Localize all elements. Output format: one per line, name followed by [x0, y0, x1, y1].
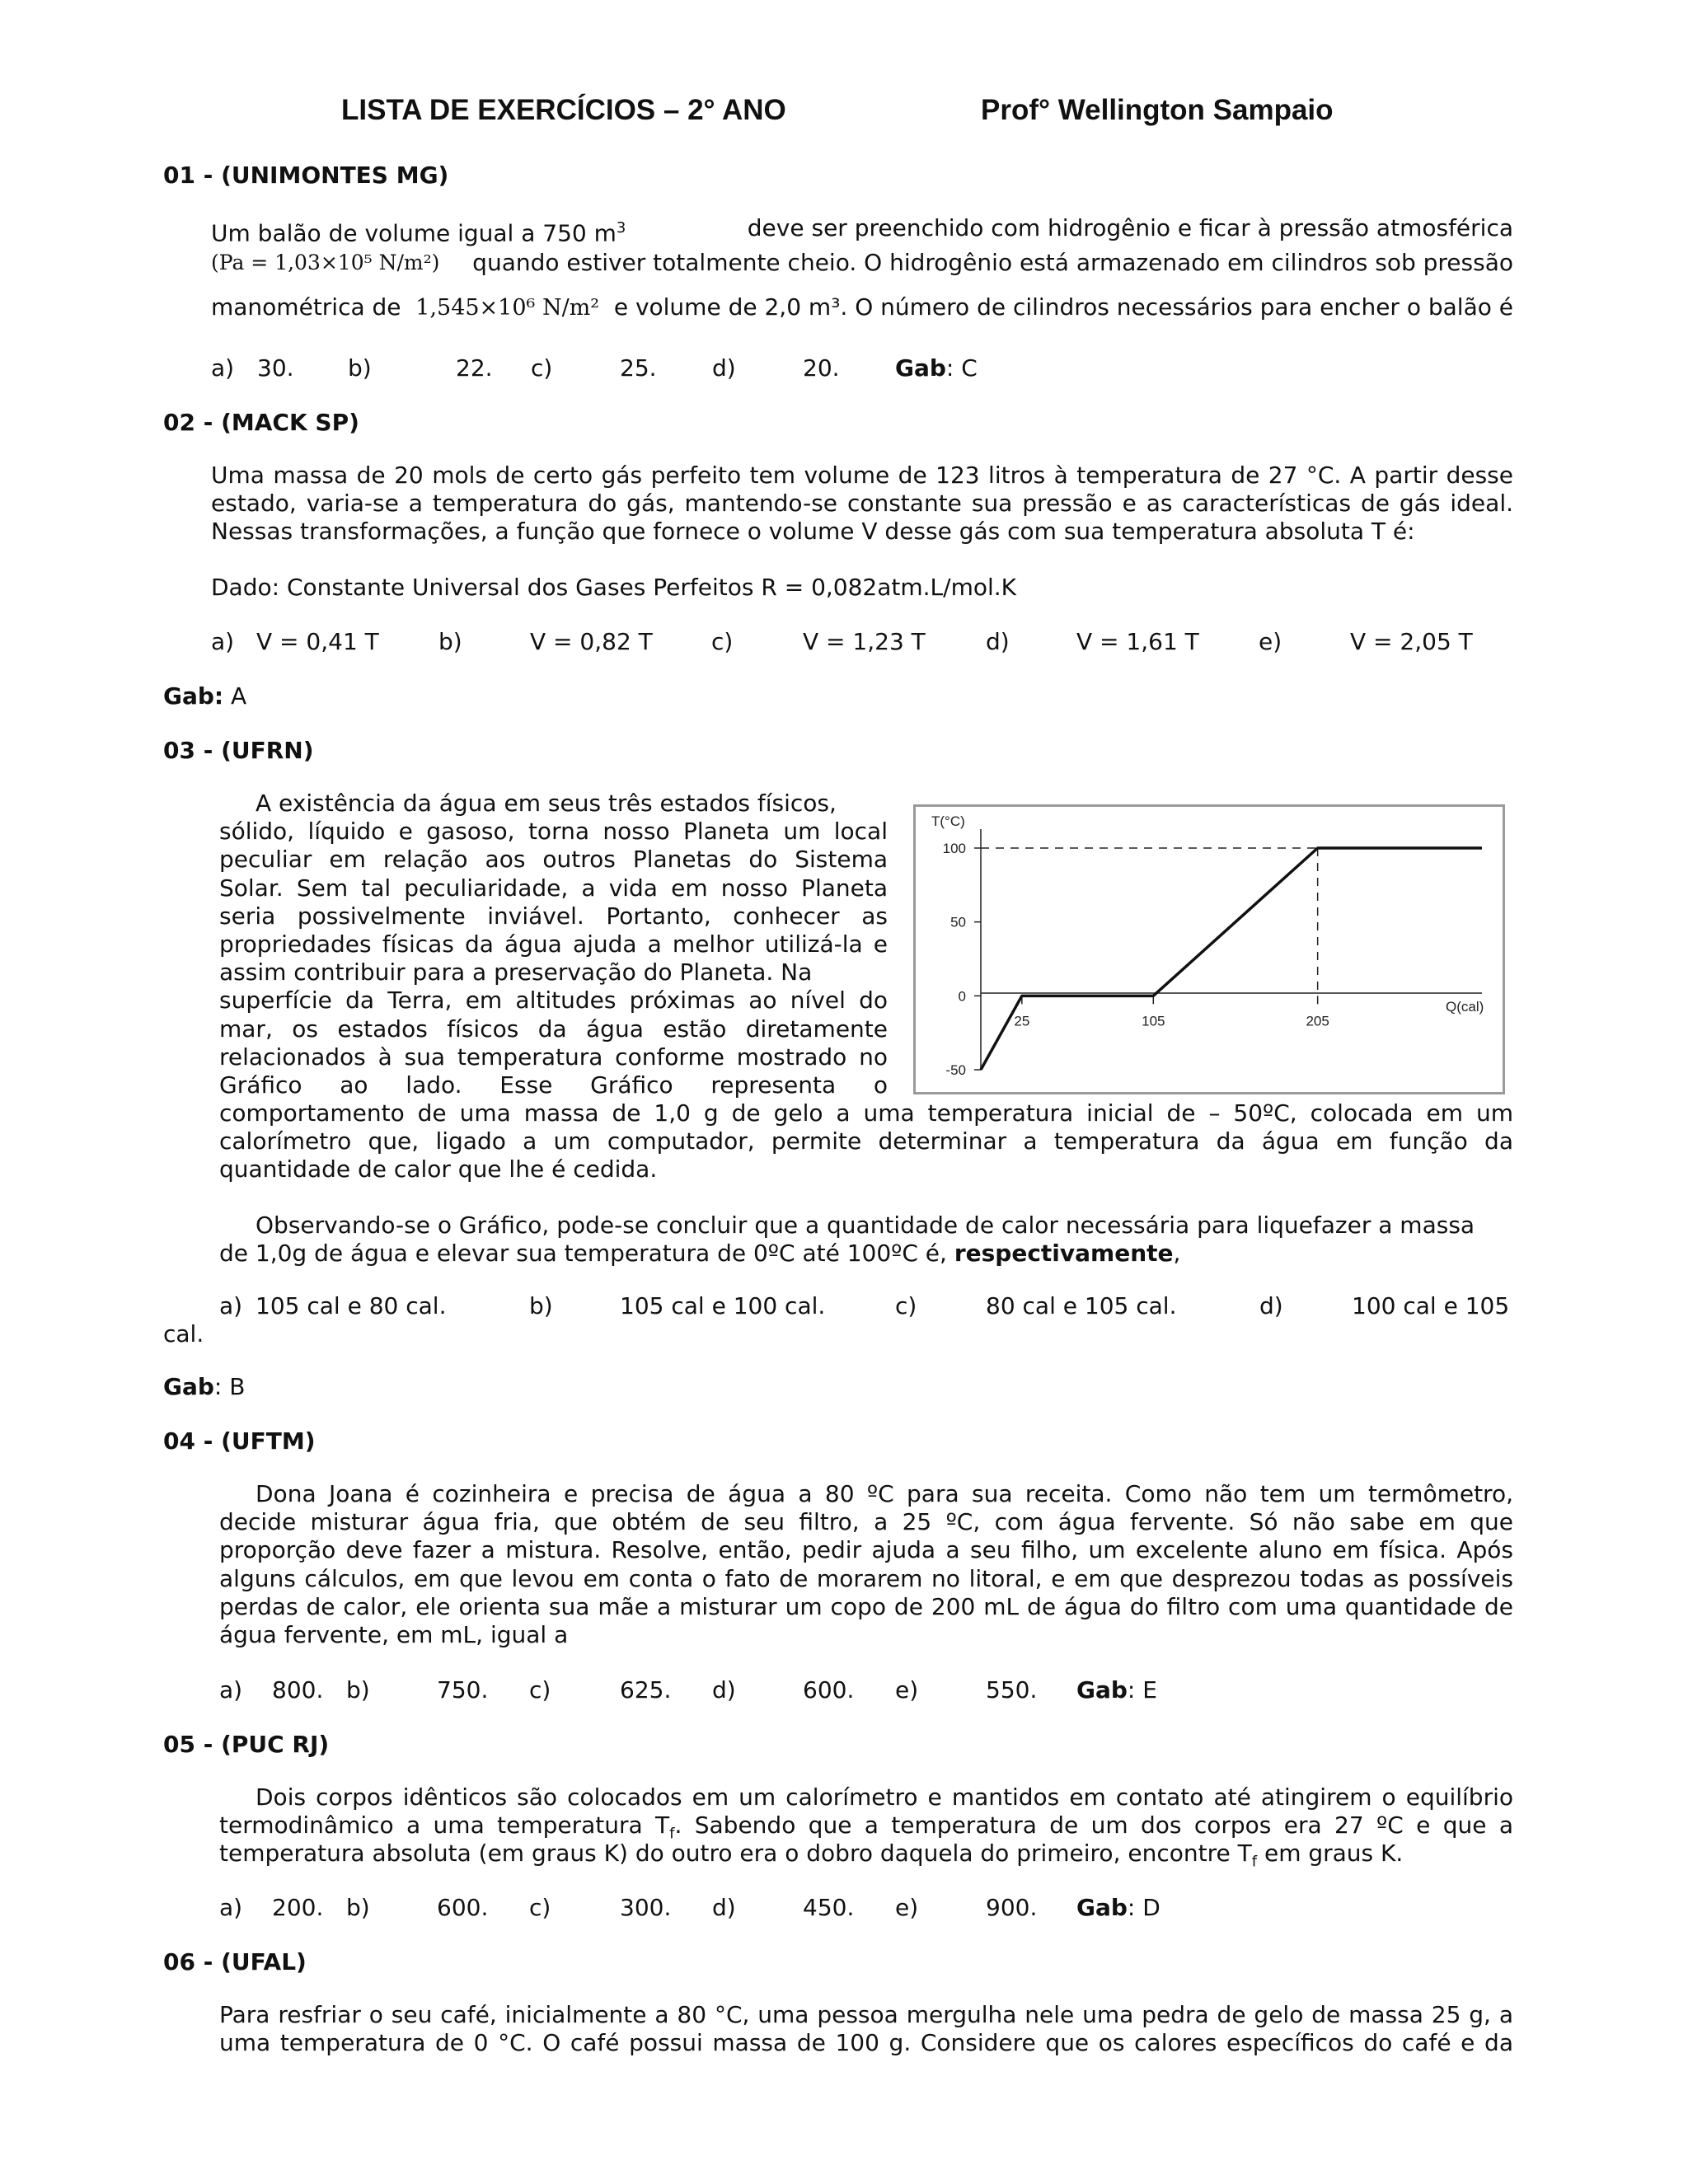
option-value: 200.: [272, 1894, 324, 1921]
q6-line: Para resfriar o seu café, inicialmente a 80 °C, uma pessoa mergulha nele uma pedra de gelo de massa 25 g, a: [219, 2001, 1513, 2028]
q3-line: calorímetro que, ligado a um computador, permite determinar a temperatura da água em função da: [219, 1127, 1513, 1155]
q3-text: ,: [1173, 1240, 1181, 1268]
option-label: d): [712, 354, 736, 382]
q3-line: relacionados à sua temperatura conforme mostrado no: [219, 1043, 888, 1071]
option-value: 22.: [456, 354, 493, 382]
question-4-statement: [219, 1480, 1513, 1649]
option-value: V = 1,61 T: [1076, 628, 1199, 655]
answer-key: [895, 354, 978, 382]
question-5-heading: 05 - (PUC RJ): [163, 1731, 330, 1758]
question-2-heading: 02 - (MACK SP): [163, 409, 359, 436]
option-value: 800.: [272, 1676, 324, 1704]
option-label: d): [712, 1894, 736, 1921]
question-2-statement: [211, 462, 1513, 546]
q3-text: de 1,0g de água e elevar sua temperatura de 0ºC até 100ºC é,: [219, 1240, 947, 1268]
option-value: V = 1,23 T: [803, 628, 926, 655]
option-label: a): [211, 354, 235, 382]
option-value-continuation: cal.: [163, 1320, 204, 1347]
question-4-heading: 04 - (UFTM): [163, 1427, 316, 1455]
option-value: 300.: [620, 1894, 672, 1921]
question-1-heading: 01 - (UNIMONTES MG): [163, 162, 449, 189]
question-6-heading: 06 - (UFAL): [163, 1948, 307, 1975]
option-label: c): [711, 628, 734, 655]
q5-line: Dois corpos idênticos são colocados em um calorímetro e mantidos em contato até atingirem o equilíbrio: [256, 1783, 1513, 1811]
option-label: a): [219, 1676, 243, 1704]
answer-key-label: Gab: [895, 354, 946, 382]
q1-pressure-formula: (Pa = 1,03×10⁵ N/m²): [211, 251, 440, 274]
q3-line: Gráfico ao lado. Esse Gráfico representa o: [219, 1071, 888, 1099]
y-tick-label: 0: [958, 988, 966, 1005]
y-tick-label: -50: [945, 1062, 966, 1078]
q5-text: . Sabendo que a temperatura de um dos corpos era 27 ºC e que a: [674, 1811, 1513, 1840]
q5-text: temperatura absoluta (em graus K) do outro era o dobro daquela do primeiro, encontre T: [219, 1840, 1252, 1868]
option-value: 20.: [803, 354, 840, 382]
q4-line: decide misturar água fria, que obtém de seu filtro, a 25 ºC, com água fervente. Só não sabe em que: [219, 1508, 1513, 1536]
q2-line: estado, varia-se a temperatura do gás, mantendo-se constante sua pressão e as características de gás ideal.: [211, 490, 1513, 518]
answer-key-label: Gab:: [163, 682, 224, 710]
q1-text: quando estiver totalmente cheio. O hidrogênio está armazenado em cilindros sob pressão: [472, 249, 1513, 276]
answer-key-label: Gab: [1076, 1894, 1128, 1921]
q3-line: comportamento de uma massa de 1,0 g de gelo a uma temperatura inicial de – 50ºC, colocada em um: [219, 1099, 1513, 1127]
q5-text: termodinâmico a uma temperatura T: [219, 1811, 670, 1840]
question-3-prompt: [219, 1212, 1513, 1268]
q2-line: Uma massa de 20 mols de certo gás perfeito tem volume de 123 litros à temperatura de 27 °C. A partir desse: [211, 462, 1513, 489]
option-label: b): [348, 354, 372, 382]
q3-line: superfície da Terra, em altitudes próximas ao nível do: [219, 987, 888, 1015]
answer-key-value: : E: [1127, 1676, 1157, 1704]
option-label: d): [1259, 1292, 1283, 1319]
answer-key-label: Gab: [1076, 1676, 1128, 1704]
document-title: LISTA DE EXERCÍCIOS – 2° ANO: [341, 94, 786, 126]
option-value: 25.: [620, 354, 657, 382]
question-1-line-2: [211, 249, 1513, 277]
q4-line: proporção deve fazer a mistura. Resolve, então, pedir ajuda a seu filho, um excelente aluno em física. Após: [219, 1536, 1513, 1564]
q4-line: Dona Joana é cozinheira e precisa de água a 80 ºC para sua receita. Como não tem um termômetro,: [256, 1480, 1513, 1507]
x-tick-label: 25: [1014, 1013, 1030, 1029]
q3-line: assim contribuir para a preservação do Planeta. Na: [219, 958, 813, 987]
q3-line: sólido, líquido e gasoso, torna nosso Planeta um local: [219, 818, 888, 846]
question-3-heading: 03 - (UFRN): [163, 737, 314, 764]
q3-line: propriedades físicas da água ajuda a melhor utilizá-la e: [219, 930, 888, 958]
question-6-statement: [219, 2001, 1513, 2057]
question-1-line-3: [211, 293, 1513, 322]
question-1-line-1: [211, 214, 1513, 247]
q1-pressure-formula-2: 1,545×10⁶ N/m²: [415, 295, 600, 321]
answer-key-value: : C: [945, 354, 978, 382]
option-label: a): [219, 1292, 243, 1319]
answer-key: [163, 1373, 245, 1401]
option-label: d): [712, 1676, 736, 1704]
option-value: 105 cal e 80 cal.: [256, 1292, 447, 1319]
y-axis-label: T(°C): [931, 813, 965, 829]
option-label: c): [529, 1676, 551, 1704]
q4-line: alguns cálculos, em que levou em conta o fato de morarem no litoral, e em que desprezou todas as possíveis: [219, 1564, 1513, 1592]
option-label: b): [346, 1894, 370, 1921]
option-label: b): [346, 1676, 370, 1704]
option-value: 625.: [620, 1676, 672, 1704]
question-5-statement: [219, 1783, 1513, 1871]
option-value: 550.: [986, 1676, 1038, 1704]
y-tick-label: 50: [950, 914, 966, 930]
temperature-heat-chart: [913, 804, 1505, 1094]
option-value: 105 cal e 100 cal.: [620, 1292, 826, 1319]
option-value: 450.: [803, 1894, 855, 1921]
q3-line: mar, os estados físicos da água estão diretamente: [219, 1015, 888, 1043]
q1-text: manométrica de: [211, 293, 401, 321]
q4-line: água fervente, em mL, igual a: [219, 1620, 569, 1648]
option-label: a): [219, 1894, 243, 1921]
q6-line: uma temperatura de 0 °C. O café possui massa de 100 g. Considere que os calores específicos do café e da: [219, 2029, 1513, 2057]
option-value: 30.: [257, 354, 294, 382]
x-axis-label: Q(cal): [1446, 999, 1484, 1015]
option-label: d): [986, 628, 1010, 655]
q1-text: e volume de 2,0 m³. O número de cilindros necessários para encher o balão é: [613, 293, 1513, 321]
question-3-statement-narrow: [219, 790, 888, 1099]
option-value: 100 cal e 105: [1352, 1292, 1510, 1319]
option-label: e): [895, 1676, 919, 1704]
x-tick-label: 105: [1142, 1013, 1165, 1029]
q1-text: deve ser preenchido com hidrogênio e ficar à pressão atmosférica: [747, 214, 1513, 241]
answer-key-value: : D: [1127, 1894, 1160, 1921]
option-value: 900.: [986, 1894, 1038, 1921]
q5-text: em graus K.: [1257, 1840, 1404, 1868]
y-tick-label: 100: [942, 841, 966, 856]
option-value: V = 2,05 T: [1350, 628, 1473, 655]
option-value: V = 0,41 T: [256, 628, 379, 655]
q3-line: peculiar em relação aos outros Planetas do Sistema: [219, 846, 888, 874]
q5-subscript: f: [1251, 1853, 1258, 1871]
option-label: e): [1259, 628, 1282, 655]
q3-line: A existência da água em seus três estados físicos,: [256, 790, 837, 817]
option-label: c): [529, 1894, 551, 1921]
q1-text: Um balão de volume igual a 750 m: [211, 219, 617, 247]
option-label: a): [211, 628, 235, 655]
q5-subscript: f: [669, 1825, 675, 1843]
q3-line: quantidade de calor que lhe é cedida.: [219, 1155, 658, 1183]
answer-key-label: Gab: [163, 1373, 214, 1400]
answer-key: [1076, 1676, 1157, 1704]
option-label: e): [895, 1894, 919, 1921]
option-label: c): [895, 1292, 917, 1319]
q3-emphasis: respectivamente: [954, 1240, 1174, 1268]
q5-line: [219, 1811, 1513, 1843]
q2-line: Nessas transformações, a função que fornece o volume V desse gás com sua temperatura absoluta T é:: [211, 518, 1415, 546]
option-label: c): [531, 354, 553, 382]
question-3-statement-wide: [219, 1099, 1513, 1184]
q3-line: [219, 1240, 1513, 1268]
option-value: 80 cal e 105 cal.: [986, 1292, 1177, 1319]
q4-line: perdas de calor, ele orienta sua mãe a misturar um copo de 200 mL de água do filtro com uma quantidade de: [219, 1592, 1513, 1620]
question-2-given-data: Dado: Constante Universal dos Gases Perfeitos R = 0,082atm.L/mol.K: [211, 574, 1017, 601]
q5-line: [219, 1840, 1513, 1871]
answer-key: [163, 682, 246, 710]
option-value: 750.: [437, 1676, 489, 1704]
q3-line: Solar. Sem tal peculiaridade, a vida em nosso Planeta: [219, 874, 888, 902]
answer-key-value: : B: [213, 1373, 246, 1400]
option-label: b): [529, 1292, 553, 1319]
q3-line: Observando-se o Gráfico, pode-se concluir que a quantidade de calor necessária para liquefazer a massa: [256, 1212, 1475, 1239]
option-value: 600.: [803, 1676, 855, 1704]
q1-superscript: 3: [616, 219, 626, 237]
answer-key: [1076, 1894, 1160, 1922]
option-value: V = 0,82 T: [530, 628, 653, 655]
answer-key-value: A: [223, 682, 247, 710]
q3-line: seria possivelmente inviável. Portanto, conhecer as: [219, 902, 888, 930]
option-value: 600.: [437, 1894, 489, 1921]
document-author: Prof° Wellington Sampaio: [981, 94, 1334, 126]
x-tick-label: 205: [1306, 1013, 1329, 1029]
option-label: b): [438, 628, 462, 655]
